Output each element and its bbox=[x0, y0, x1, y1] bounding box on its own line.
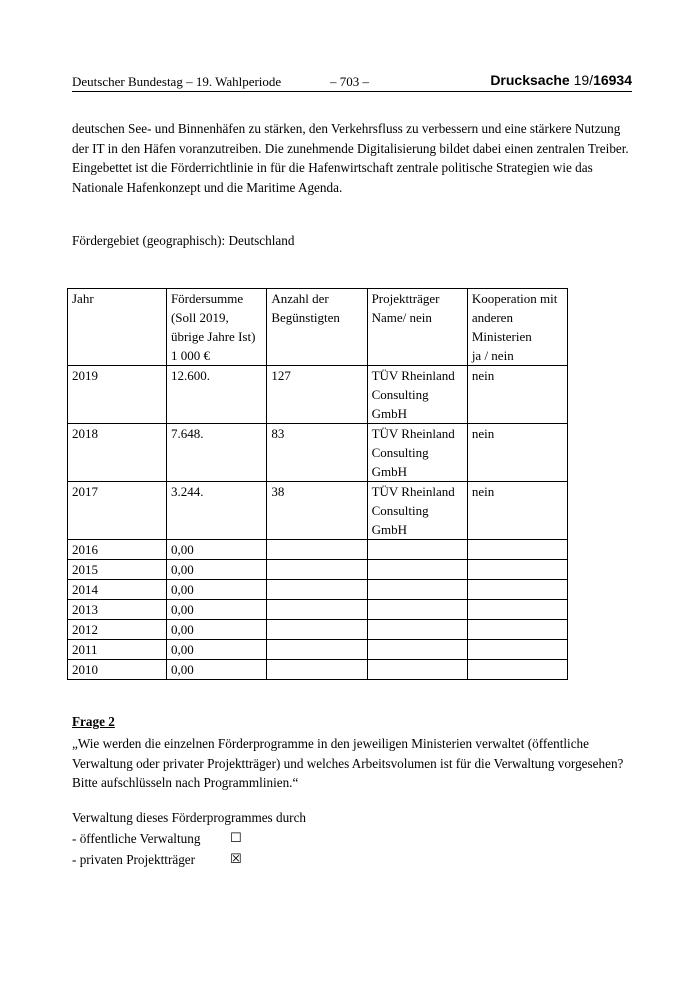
table-row bbox=[68, 600, 568, 620]
cell-jahr: 2013 bbox=[68, 600, 167, 620]
frage-text: „Wie werden die einzelnen Förderprogramme in den jeweiligen Ministerien verwaltet (öffentliche Verwaltung oder privater Projektträger) und welches Arbeitsvolumen ist für die Verwaltung vorgesehen? Bitte aufschlüsseln nach Programmlinien.“ bbox=[72, 736, 624, 790]
cell-anzahl: 127 bbox=[267, 366, 367, 424]
cell-kooperation: nein bbox=[467, 482, 567, 540]
cell-foerdersumme: 0,00 bbox=[166, 560, 266, 580]
cell-anzahl bbox=[267, 600, 367, 620]
cell-jahr: 2010 bbox=[68, 660, 167, 680]
cell-foerdersumme: 0,00 bbox=[166, 600, 266, 620]
cell-anzahl bbox=[267, 620, 367, 640]
header-jahr: Jahr bbox=[68, 289, 167, 366]
cell-projekttraeger bbox=[367, 600, 467, 620]
cell-anzahl bbox=[267, 580, 367, 600]
table-row bbox=[68, 640, 568, 660]
cell-kooperation bbox=[467, 600, 567, 620]
foerdergebiet-line: Fördergebiet (geographisch): Deutschland bbox=[72, 233, 295, 248]
cell-anzahl: 83 bbox=[267, 424, 367, 482]
cell-projekttraeger bbox=[367, 620, 467, 640]
drucksache-label: Drucksache bbox=[490, 72, 570, 88]
cell-jahr: 2014 bbox=[68, 580, 167, 600]
cell-jahr: 2018 bbox=[68, 424, 167, 482]
cell-jahr: 2012 bbox=[68, 620, 167, 640]
table-row bbox=[68, 540, 568, 560]
cell-kooperation bbox=[467, 660, 567, 680]
cell-foerdersumme: 3.244. bbox=[166, 482, 266, 540]
verwaltung-label: Verwaltung dieses Förderprogrammes durch bbox=[72, 810, 307, 825]
cell-projekttraeger: TÜV Rheinland Consulting GmbH bbox=[367, 482, 467, 540]
cell-jahr: 2016 bbox=[68, 540, 167, 560]
cell-projekttraeger bbox=[367, 560, 467, 580]
option-privater-projekttraeger bbox=[72, 852, 242, 868]
cell-kooperation: nein bbox=[467, 366, 567, 424]
table-row bbox=[68, 366, 568, 424]
table-body bbox=[68, 366, 568, 680]
cell-jahr: 2015 bbox=[68, 560, 167, 580]
checked-box-icon: ☒ bbox=[230, 852, 242, 867]
cell-foerdersumme: 0,00 bbox=[166, 580, 266, 600]
cell-foerdersumme: 0,00 bbox=[166, 660, 266, 680]
unchecked-box-icon: ☐ bbox=[230, 831, 242, 846]
cell-kooperation: nein bbox=[467, 424, 567, 482]
cell-kooperation bbox=[467, 580, 567, 600]
cell-jahr: 2019 bbox=[68, 366, 167, 424]
cell-projekttraeger bbox=[367, 540, 467, 560]
drucksache-number-prefix: 19/ bbox=[573, 72, 594, 88]
header-publication: Deutscher Bundestag – 19. Wahlperiode bbox=[72, 74, 282, 89]
cell-kooperation bbox=[467, 640, 567, 660]
header-page-number: – 703 – bbox=[330, 74, 369, 89]
header-projekttraeger: Projektträger Name/ nein bbox=[367, 289, 467, 366]
cell-foerdersumme: 0,00 bbox=[166, 620, 266, 640]
header-kooperation: Kooperation mit anderen Ministerien ja / nein bbox=[467, 289, 567, 366]
intro-paragraph: deutschen See- und Binnenhäfen zu stärken, den Verkehrsfluss zu verbessern und eine stärkere Nutzung der IT in den Häfen voranzutreiben. Die zunehmende Digitalisierung bildet dabei einen zentralen Treiber. Eingebettet ist die Förderrichtlinie in für die Hafenwirtschaft zentrale politische Strategien wie das Nationale Hafenkonzept und die Maritime Agenda. bbox=[72, 121, 629, 195]
table-row bbox=[68, 660, 568, 680]
foerder-table bbox=[67, 288, 568, 680]
cell-kooperation bbox=[467, 540, 567, 560]
option-label: - privaten Projektträger bbox=[72, 852, 196, 867]
table-row bbox=[68, 482, 568, 540]
cell-kooperation bbox=[467, 620, 567, 640]
header-drucksache bbox=[490, 72, 632, 88]
frage-title: Frage 2 bbox=[72, 714, 115, 729]
cell-projekttraeger: TÜV Rheinland Consulting GmbH bbox=[367, 366, 467, 424]
cell-foerdersumme: 0,00 bbox=[166, 640, 266, 660]
header-foerdersumme: Fördersumme (Soll 2019, übrige Jahre Ist) 1 000 € bbox=[166, 289, 266, 366]
drucksache-number: 16934 bbox=[593, 72, 632, 88]
cell-anzahl bbox=[267, 660, 367, 680]
cell-projekttraeger: TÜV Rheinland Consulting GmbH bbox=[367, 424, 467, 482]
cell-kooperation bbox=[467, 560, 567, 580]
cell-foerdersumme: 7.648. bbox=[166, 424, 266, 482]
cell-anzahl bbox=[267, 560, 367, 580]
cell-anzahl bbox=[267, 540, 367, 560]
header-rule bbox=[72, 91, 632, 92]
cell-foerdersumme: 12.600. bbox=[166, 366, 266, 424]
option-oeffentliche-verwaltung bbox=[72, 831, 242, 847]
page-header bbox=[72, 72, 632, 92]
cell-foerdersumme: 0,00 bbox=[166, 540, 266, 560]
cell-jahr: 2011 bbox=[68, 640, 167, 660]
cell-projekttraeger bbox=[367, 640, 467, 660]
table-header-row bbox=[68, 289, 568, 366]
table-row bbox=[68, 580, 568, 600]
table-row bbox=[68, 424, 568, 482]
table-row bbox=[68, 560, 568, 580]
cell-projekttraeger bbox=[367, 660, 467, 680]
table-row bbox=[68, 620, 568, 640]
cell-anzahl bbox=[267, 640, 367, 660]
option-label: - öffentliche Verwaltung bbox=[72, 831, 201, 846]
cell-anzahl: 38 bbox=[267, 482, 367, 540]
header-anzahl: Anzahl der Begünstigten bbox=[267, 289, 367, 366]
cell-jahr: 2017 bbox=[68, 482, 167, 540]
cell-projekttraeger bbox=[367, 580, 467, 600]
